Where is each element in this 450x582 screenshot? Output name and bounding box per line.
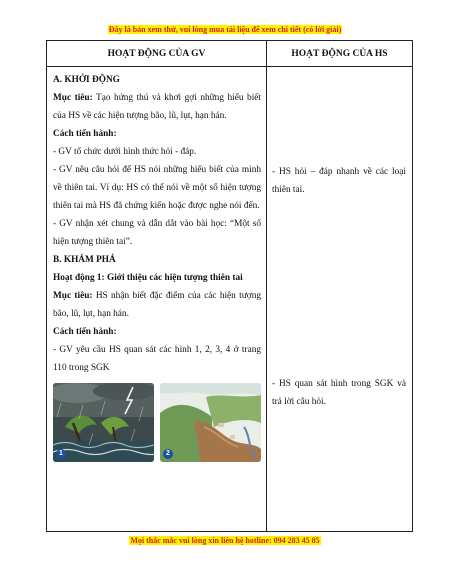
student-response-2: - HS quan sát hình trong SGK và trả lời câu hỏi. (272, 379, 406, 407)
column-header-gv: HOẠT ĐỘNG CỦA GV (47, 41, 267, 67)
teacher-activities-cell (47, 67, 267, 532)
hotline-banner: Mọi thắc mắc vui lòng xin liên hệ hotline: 094 283 45 85 (130, 536, 320, 545)
activity-1-title: Hoạt động 1: Giới thiệu các hiện tượng thiên tai (53, 273, 243, 283)
section-a-step-3: - GV nhận xét chung và dẫn dắt vào bài học: “Một số hiện tượng thiên tai”. (53, 219, 261, 247)
section-b-goal: Mục tiêu: HS nhận biết đặc điểm của các hiện tượng bão, lũ, lụt, hạn hán. (53, 291, 261, 319)
section-b-steps-label: Cách tiến hành: (53, 327, 117, 337)
figure-2-number: 2 (163, 449, 173, 459)
section-a-steps-label: Cách tiến hành: (53, 129, 117, 139)
figure-1-number: 1 (56, 449, 66, 459)
section-b-step-1: - GV yêu cầu HS quan sát các hình 1, 2, 3, 4 ở trang 110 trong SGK (53, 345, 261, 373)
section-b-heading: B. KHÁM PHÁ (53, 255, 116, 265)
column-header-hs: HOẠT ĐỘNG CỦA HS (267, 41, 413, 67)
section-a-step-1: - GV tổ chức dưới hình thức hỏi - đáp. (53, 147, 197, 157)
section-a-heading: A. KHỞI ĐỘNG (53, 75, 120, 85)
storm-figure (53, 383, 154, 462)
preview-notice-banner: Đây là bản xem thử, vui lòng mua tài liệu để xem chi tiết (có lời giải) (108, 25, 342, 34)
flood-illustration (160, 383, 261, 462)
flood-figure (160, 383, 261, 462)
student-activities-cell (267, 67, 413, 532)
storm-illustration (53, 383, 154, 462)
section-a-step-2: - GV nêu câu hỏi để HS nói những hiểu biết của mình về thiên tai. Ví dụ: HS có thể nói về một số hiện tượng thiên tai mà HS đã chứng kiến hoặc được nghe nói đến. (53, 165, 261, 211)
student-response-1: - HS hỏi – đáp nhanh về các loại thiên tai. (272, 167, 406, 195)
lesson-table (46, 40, 413, 532)
textbook-figures (53, 383, 261, 462)
section-a-goal: Mục tiêu: Tạo hứng thú và khơi gợi những hiểu biết của HS về các hiện tượng bão, lũ, lụt, hạn hán. (53, 93, 261, 121)
